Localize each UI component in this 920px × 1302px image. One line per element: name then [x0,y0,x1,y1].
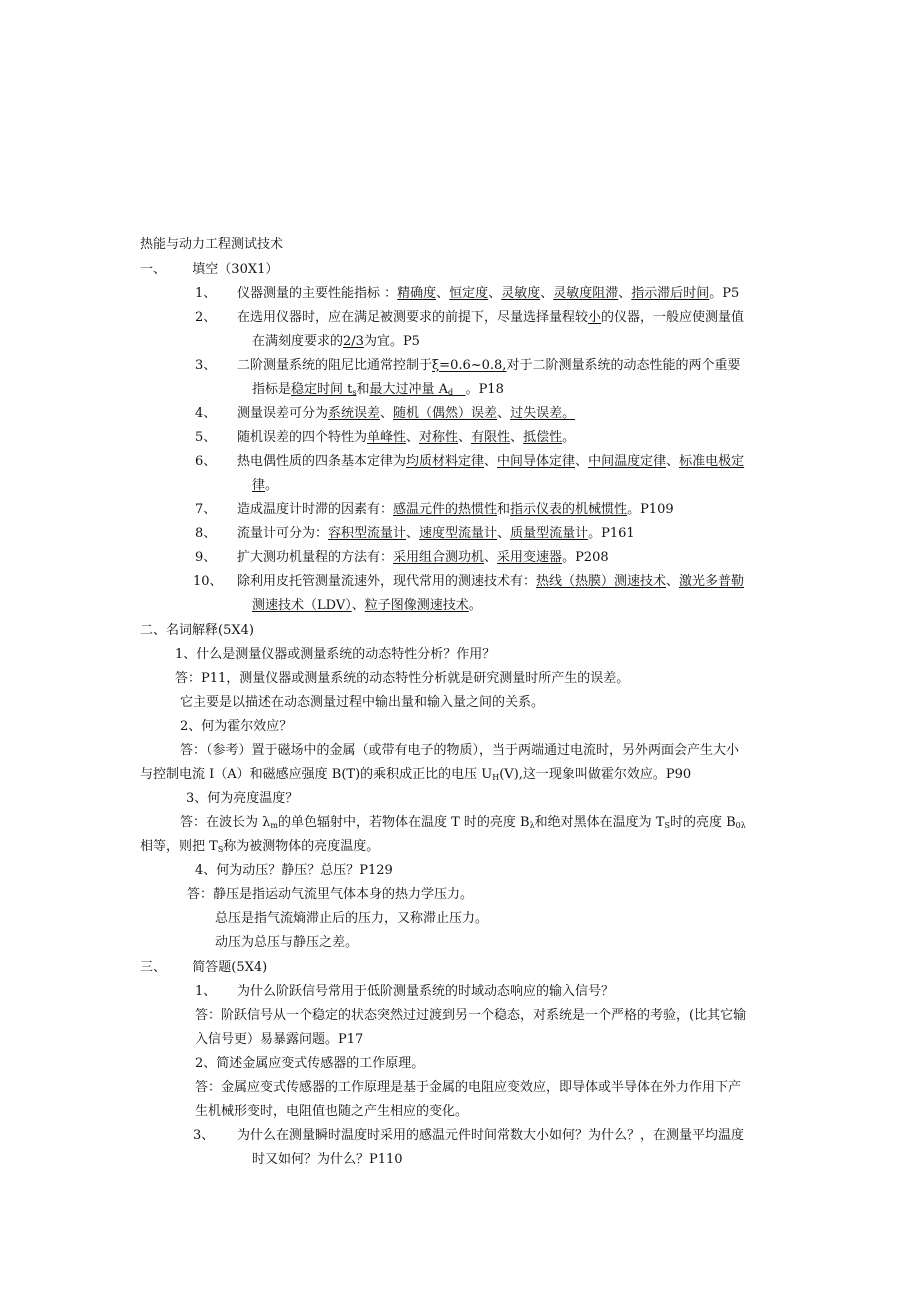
separator: 、 [618,286,632,301]
answer-text: 称为被测物体的亮度温度。 [223,839,380,854]
def-answer-1-line-2: 它主要是以描述在动态测量过程中输出量和输入量之间的关系。 [180,695,545,710]
fill-item-2-answer-1: 小 [588,310,602,325]
fill-item-8-answer-1: 容积型流量计 [328,526,407,541]
fill-item-1-answer-5: 指示滞后时间 [631,286,710,301]
subscript: d [448,388,454,397]
fill-item-4-number: 4、 [195,406,217,421]
fill-item-5-answer-4: 抵偿性 [523,430,563,445]
fill-item-8-number: 8、 [195,526,217,541]
subscript: H [492,773,500,782]
fill-item-1-text: 仪器测量的主要性能指标 ： [237,286,398,301]
fill-item-3-text: 二阶测量系统的阻尼比通常控制于 [237,358,433,373]
section-3-number: 三、 [140,960,167,975]
qa-answer-1-line-2: 入信号更）易暴露问题。P17 [195,1032,364,1047]
fill-item-6-answer-2: 中间导体定律 [497,454,576,469]
subscript: m [270,821,278,830]
qa-item-3-number: 3、 [193,1128,215,1143]
fill-item-3-number: 3、 [195,358,217,373]
fill-item-10-number: 10、 [193,574,223,589]
answer-text: 与控制电流 I（A）和磁感应强度 B(T)的乘积成正比的电压 U [140,767,493,782]
subscript: S [664,821,670,830]
separator: 、 [497,406,511,421]
answer-text: 时的亮度 B [669,815,736,830]
def-answer-3-line-1 [180,814,746,832]
fill-item-8-answer-3: 质量型流量计 [510,526,589,541]
def-question-3: 3、何为亮度温度？ [186,791,299,806]
fill-item-2-line-2 [252,333,420,351]
section-1-title: 填空（30X1） [192,262,279,277]
def-question-1: 1、什么是测量仪器或测量系统的动态特性分析？作用？ [175,647,496,662]
separator: 、 [458,430,472,445]
answer-text: 稳定时间 t [291,382,353,397]
fill-item-2-text-3: 在满刻度要求的 [252,334,344,349]
fill-item-2-text-2: 的仪器，一般应使测量值 [601,310,745,325]
fill-item-7-text: 造成温度计时滞的因素有： [237,502,394,517]
fill-item-6-line-2 [252,477,278,495]
separator: 、 [406,526,420,541]
def-answer-2-line-2 [140,766,691,784]
qa-item-1-number: 1、 [195,984,217,999]
def-question-2: 2、何为霍尔效应？ [180,719,293,734]
fill-item-1-answer-3: 灵敏度 [501,286,541,301]
def-answer-3-line-2 [140,838,379,856]
fill-item-10-line-1 [237,573,744,591]
fill-item-5-answer-3: 有限性 [471,430,511,445]
fill-item-8 [237,525,635,543]
fill-item-3-answer-2 [291,382,356,397]
subscript: 0λ [735,821,746,830]
def-answer-4-line-3: 动压为总压与静压之差。 [215,935,359,950]
fill-item-4-answer-1: 系统误差 [328,406,381,421]
separator: 、 [540,286,554,301]
fill-item-3-answer-1: ξ=0.6~0.8, [432,358,507,373]
section-1-heading [140,261,278,279]
fill-item-7-answer-1: 感温元件的热惯性 [393,502,498,517]
answer-text: 的单色辐射中，若物体在温度 T 时的亮度 B [277,815,530,830]
separator: 、 [497,526,511,541]
conjunction: 和 [356,382,370,397]
fill-item-2-text-4: 为宜。P5 [363,334,420,349]
fill-item-2-line-1 [237,309,744,327]
fill-item-10-answer-1: 热线（热膜）测速技术 [536,574,667,589]
fill-item-10-answer-2-cont: 测速技术（LDV） [252,598,352,613]
fill-item-1-number: 1、 [195,286,217,301]
fill-item-3-text-2: 对于二阶测量系统的动态性能的两个重要 [506,358,741,373]
fill-item-7-number: 7、 [195,502,217,517]
def-answer-1-line-1: 答：P11，测量仪器或测量系统的动态特性分析就是研究测量时所产生的误差。 [175,671,630,686]
fill-item-4-answer-2: 随机（偶然）误差 [393,406,498,421]
separator: 、 [484,550,498,565]
fill-item-3-answer-3 [370,382,466,397]
fill-item-8-answer-2: 速度型流量计 [419,526,498,541]
answer-text: 答：在波长为 λ [180,815,271,830]
page-ref: 。P109 [627,502,674,517]
def-answer-2-line-1: 答：（参考）置于磁场中的金属（或带有电子的物质），当于两端通过电流时，另外两面会产生大小 [180,743,740,758]
def-question-4: 4、何为动压？静压？总压？P129 [195,863,393,878]
separator: 、 [488,286,502,301]
fill-item-5-answer-1: 单峰性 [367,430,407,445]
qa-question-3-line-2: 时又如何？为什么？P110 [252,1152,403,1167]
section-3-title: 简答题(5X4) [192,960,268,975]
document-title: 热能与动力工程测试技术 [140,237,284,252]
subscript: S [217,845,224,854]
conjunction: 和 [497,502,511,517]
fill-item-2-text: 在选用仪器时，应在满足被测要求的前提下，尽量选择量程较 [237,310,589,325]
fill-item-10-line-2 [252,597,482,615]
separator: 。 [265,478,279,493]
fill-item-6-answer-3: 中间温度定律 [588,454,667,469]
separator: 、 [510,430,524,445]
fill-item-5 [237,429,575,447]
page-ref: 。P161 [588,526,635,541]
answer-text: (V),这一现象叫做霍尔效应。P90 [499,767,692,782]
fill-item-10-answer-2: 激光多普勒 [679,574,745,589]
separator: 、 [436,286,450,301]
separator: 、 [666,454,680,469]
fill-item-9-answer-2: 采用变速器 [497,550,563,565]
separator: 、 [484,454,498,469]
fill-item-4 [237,405,575,423]
fill-item-6-number: 6、 [195,454,217,469]
fill-item-9-answer-1: 采用组合测功机 [393,550,485,565]
fill-item-2-number: 2、 [195,310,217,325]
fill-item-6-answer-4-cont: 律 [252,478,266,493]
separator: 、 [380,406,394,421]
section-2-heading: 二、名词解释(5X4) [140,623,254,638]
fill-item-2-answer-2: 2/3 [343,334,364,349]
fill-item-5-answer-2: 对称性 [419,430,459,445]
fill-item-6-text: 热电偶性质的四条基本定律为 [237,454,407,469]
fill-item-1-answer-2: 恒定度 [449,286,489,301]
fill-item-10-text: 除利用皮托管测量流速外，现代常用的测速技术有： [237,574,537,589]
section-1-number: 一、 [140,262,167,277]
answer-text: 和绝对黑体在温度为 T [534,815,665,830]
fill-item-9-number: 9、 [195,550,217,565]
page-ref: 。P5 [709,286,740,301]
fill-item-8-text: 流量计可分为： [237,526,329,541]
qa-answer-1-line-1: 答：阶跃信号从一个稳定的状态突然过过渡到另一个稳态，对系统是一个严格的考验，(比其它输 [195,1008,747,1023]
fill-item-4-text: 测量误差可分为 [237,406,329,421]
fill-item-6-answer-4: 标准电极定 [679,454,745,469]
fill-item-1 [237,285,739,303]
qa-question-3-line-1: 为什么在测量瞬时温度时采用的感温元件时间常数大小如何？为什么？，在测量平均温度 [237,1128,745,1143]
qa-answer-2-line-1: 答：金属应变式传感器的工作原理是基于金属的电阻应变效应，即导体或半导体在外力作用下产 [195,1080,742,1095]
separator: 、 [406,430,420,445]
fill-item-10-answer-3: 粒子图像测速技术 [364,598,469,613]
fill-item-6-line-1 [237,453,744,471]
subscript: s [352,388,357,397]
page-ref: 。P18 [465,382,504,397]
qa-question-1: 为什么阶跃信号常用于低阶测量系统的时域动态响应的输入信号？ [237,984,615,999]
def-answer-4-line-2: 总压是指气流熵滞止后的压力，又称滞止压力。 [215,911,489,926]
fill-item-4-answer-3: 过失误差。 [510,406,576,421]
separator: 、 [575,454,589,469]
fill-item-6-answer-1: 均质材料定律 [406,454,485,469]
separator: 。 [562,430,576,445]
fill-item-3-line-1 [237,357,740,375]
fill-item-9 [237,549,609,567]
def-answer-4-line-1: 答：静压是指运动气流里气体本身的热力学压力。 [187,887,474,902]
fill-item-7-answer-2: 指示仪表的机械惯性 [510,502,628,517]
answer-text: 最大过冲量 A [369,382,449,397]
subscript: λ [529,821,535,830]
separator: 、 [666,574,680,589]
fill-item-3-line-2 [252,381,504,399]
fill-item-5-text: 随机误差的四个特性为 [237,430,368,445]
fill-item-7 [237,501,674,519]
fill-item-1-answer-4: 灵敏度阻滞 [553,286,619,301]
page-ref: 。P208 [562,550,609,565]
qa-question-2: 2、简述金属应变式传感器的工作原理。 [195,1056,425,1071]
answer-text: 相等，则把 T [140,839,218,854]
fill-item-1-answer-1: 精确度 [397,286,437,301]
fill-item-9-text: 扩大测功机量程的方法有： [237,550,394,565]
qa-answer-2-line-2: 生机械形变时，电阻值也随之产生相应的变化。 [195,1104,469,1119]
section-3-heading [140,959,267,977]
fill-item-5-number: 5、 [195,430,217,445]
separator: 、 [351,598,365,613]
separator: 。 [468,598,482,613]
fill-item-3-text-3: 指标是 [252,382,292,397]
